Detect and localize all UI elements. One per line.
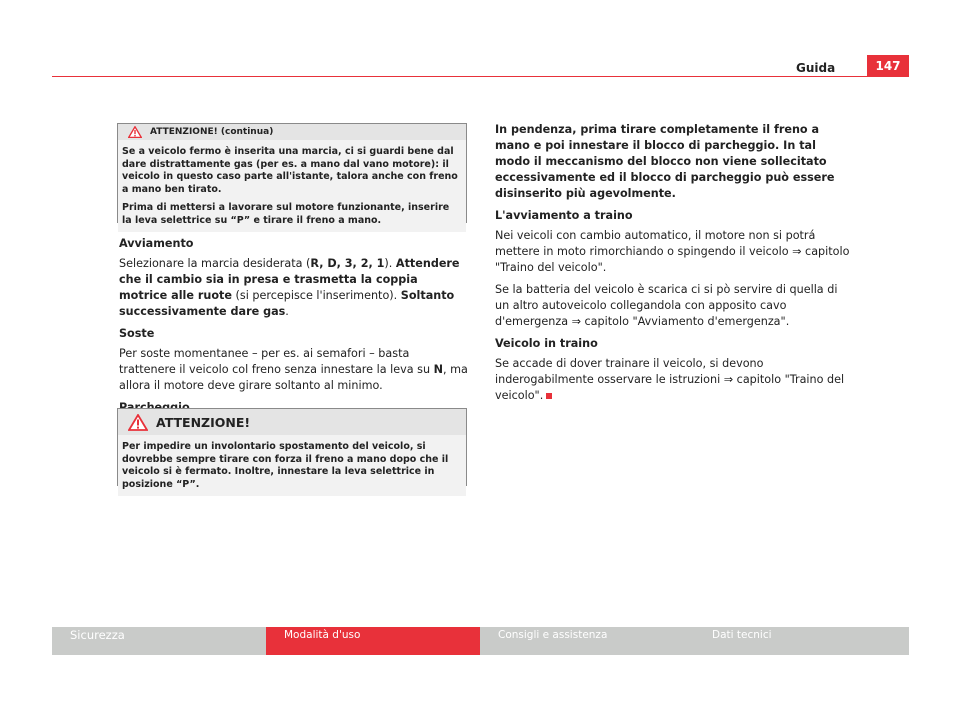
section-title: Guida — [796, 61, 836, 75]
text: Se accade di dover trainare il veicolo, si devono inderogabilmente osservare le istruzioni ⇒ capitolo "Traino del veicolo". — [495, 357, 845, 402]
paragraph-last — [495, 356, 850, 404]
text: (si percepisce l'inserimento). — [231, 289, 401, 302]
warning-box-continued — [117, 123, 467, 226]
gear-n: N — [433, 363, 443, 376]
left-column — [119, 236, 469, 420]
footer-tab-dati-tecnici[interactable]: Dati tecnici — [694, 627, 909, 655]
paragraph-soste — [119, 346, 469, 394]
warning-body — [118, 140, 466, 232]
warning-title: ATTENZIONE! — [156, 414, 251, 430]
heading-avviamento-traino: L'avviamento a traino — [495, 209, 633, 222]
paragraph-avviamento — [119, 256, 469, 320]
footer-tab-sicurezza[interactable]: Sicurezza — [52, 627, 266, 655]
warning-title: ATTENZIONE! (continua) — [150, 127, 274, 137]
footer-tab-modalita-uso[interactable]: Modalità d'uso — [266, 627, 480, 655]
warning-paragraph: Se a veicolo fermo è inserita una marcia, ci si guardi bene dal dare distrattamente gas (per es. a mano dal vano motore): il veicolo in questo caso parte all'istante, talora anche con freno a mano ben tirato. — [122, 146, 458, 195]
warning-icon — [128, 126, 142, 138]
heading-veicolo-traino: Veicolo in traino — [495, 337, 598, 350]
heading-avviamento: Avviamento — [119, 237, 194, 250]
heading-soste: Soste — [119, 327, 155, 340]
emphasis: Soltanto successivamente dare gas — [119, 289, 455, 318]
warning-box — [117, 408, 467, 490]
warning-paragraph: Prima di mettersi a lavorare sul motore funzionante, inserire la leva selettrice su “P” e tirare il freno a mano. — [122, 202, 450, 226]
text: . — [285, 305, 289, 318]
text: , ma allora il motore deve girare soltanto al minimo. — [119, 363, 468, 392]
text: ). — [384, 257, 396, 270]
emphasis: Attendere che il cambio sia in presa e trasmetta la coppia motrice alle ruote — [119, 257, 460, 302]
paragraph: Nei veicoli con cambio automatico, il motore non si potrá mettere in moto rimorchiando o spingendo il veicolo ⇒ capitolo "Traino del veicolo". — [495, 229, 850, 274]
footer-tab-consigli-assistenza[interactable]: Consigli e assistenza — [480, 627, 694, 655]
gear-list: R, D, 3, 2, 1 — [310, 257, 385, 270]
text: Per soste momentanee – per es. ai semafori – basta trattenere il veicolo col freno senza innestare la leva su — [119, 347, 434, 376]
intro-paragraph: In pendenza, prima tirare completamente il freno a mano e poi innestare il blocco di parcheggio. In tal modo il meccanismo del blocco non viene sollecitato eccessivamente ed il blocco di parcheggio può essere disinserito più agevolmente. — [495, 123, 835, 200]
right-column — [495, 122, 850, 410]
paragraph: Se la batteria del veicolo è scarica ci si pò servire di quella di un altro autoveicolo collegandola con apposito cavo d'emergenza ⇒ capitolo "Avviamento d'emergenza". — [495, 283, 838, 328]
page-number: 147 — [867, 55, 909, 76]
header-rule — [52, 76, 909, 77]
end-marker-icon — [546, 393, 552, 399]
footer-nav — [52, 627, 909, 655]
warning-title-bar — [118, 409, 466, 435]
warning-icon — [128, 414, 148, 431]
text: Selezionare la marcia desiderata ( — [119, 257, 311, 270]
warning-title-bar — [118, 124, 466, 140]
warning-body — [118, 435, 466, 496]
warning-paragraph: Per impedire un involontario spostamento del veicolo, si dovrebbe sempre tirare con forza il freno a mano dopo che il veicolo si è fermato. Inoltre, innestare la leva selettrice in posizione “P”. — [122, 441, 449, 490]
